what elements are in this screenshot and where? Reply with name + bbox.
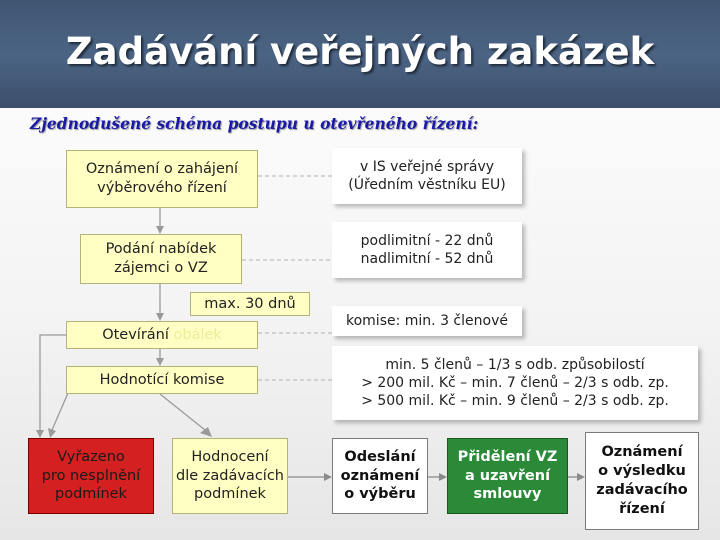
flow-otevirani-vyrazeno	[40, 335, 68, 430]
step-lhuta	[190, 292, 310, 316]
flow-komise-hodnoceni	[160, 394, 205, 430]
outcome-vysledek	[585, 432, 699, 530]
note-clenove	[332, 306, 522, 336]
outcome-vyrazeno-line-1: Vyřazeno	[57, 448, 125, 465]
outcome-prideleni-line-3: smlouvy	[473, 486, 542, 503]
step-otevirani-label: Otevírání	[102, 326, 169, 343]
flow-arrow-head	[439, 473, 447, 481]
note-pravidla-line-2: > 200 mil. Kč – min. 7 členů – 2/3 s odb. zp.	[361, 374, 669, 391]
note-pravidla-line-1: min. 5 členů – 1/3 s odb. způsobilostí	[385, 356, 645, 373]
note-is-line-1: v IS veřejné správy	[359, 158, 495, 175]
slide-title: Zadávání veřejných zakázek	[65, 30, 655, 73]
flow-arrow-head	[324, 473, 332, 481]
outcome-odeslani	[332, 438, 428, 514]
flow-arrow-head	[577, 473, 585, 481]
note-lhuty-line-1: podlimitní - 22 dnů	[360, 232, 494, 249]
step-podani	[80, 234, 242, 284]
step-otevirani	[66, 321, 258, 349]
outcome-vyrazeno-line-3: podmínek	[55, 486, 127, 503]
outcome-odeslani-line-2: oznámení	[340, 467, 420, 484]
outcome-prideleni-line-1: Přidělení VZ	[457, 448, 558, 465]
step-oznameni-line-1: Oznámení o zahájení	[85, 161, 239, 178]
outcome-vysledek-line-1: Oznámení	[601, 444, 683, 461]
step-podani-line-1: Podání nabídek	[105, 241, 217, 258]
step-podani-line-2: zájemci o VZ	[114, 260, 208, 276]
step-komise	[66, 366, 258, 394]
outcome-hodnoceni-line-2: dle zadávacích	[176, 467, 284, 484]
step-lhuta-label: max. 30 dnů	[204, 295, 296, 312]
note-clenove-label: komise: min. 3 členové	[346, 312, 508, 329]
flow-arrow-head	[48, 428, 56, 438]
outcome-vysledek-line-3: zadávacího	[596, 482, 688, 498]
flow-arrow-head	[36, 430, 44, 438]
note-lhuty	[332, 222, 522, 278]
outcome-odeslani-line-3: o výběru	[344, 486, 416, 503]
note-pravidla-line-3: > 500 mil. Kč – min. 9 členů – 2/3 s odb. zp.	[361, 393, 669, 410]
outcome-hodnoceni	[172, 438, 288, 514]
note-pravidla	[332, 346, 698, 420]
outcome-prideleni	[447, 438, 568, 514]
note-lhuty-line-2: nadlimitní - 52 dnů	[360, 251, 494, 267]
outcome-prideleni-line-2: a uzavření	[464, 467, 551, 484]
outcome-vysledek-line-4: řízení	[619, 500, 665, 517]
flow-arrow-head	[156, 358, 164, 366]
outcome-hodnoceni-line-3: podmínek	[194, 486, 266, 503]
flow-komise-vyrazeno	[52, 393, 68, 430]
step-oznameni	[66, 150, 258, 208]
outcome-hodnoceni-line-1: Hodnocení	[191, 448, 269, 465]
outcome-odeslani-line-1: Odeslání	[344, 448, 416, 465]
diagram-subtitle: Zjednodušené schéma postupu u otevřeného řízení:	[30, 114, 479, 133]
note-is-line-2: (Úředním věstníku EU)	[348, 177, 506, 193]
step-oznameni-line-2: výběrového řízení	[97, 180, 227, 196]
flow-arrow-head	[200, 427, 212, 437]
step-otevirani-faded-label: obálek	[173, 326, 222, 343]
outcome-vysledek-line-2: o výsledku	[598, 463, 686, 480]
flow-arrow-head	[156, 313, 164, 321]
outcome-vyrazeno-line-2: pro nesplnění	[41, 467, 141, 484]
step-komise-label: Hodnotící komise	[99, 371, 225, 388]
outcome-vyrazeno	[28, 438, 154, 514]
note-is	[332, 148, 522, 204]
flow-arrow-head	[156, 226, 164, 234]
